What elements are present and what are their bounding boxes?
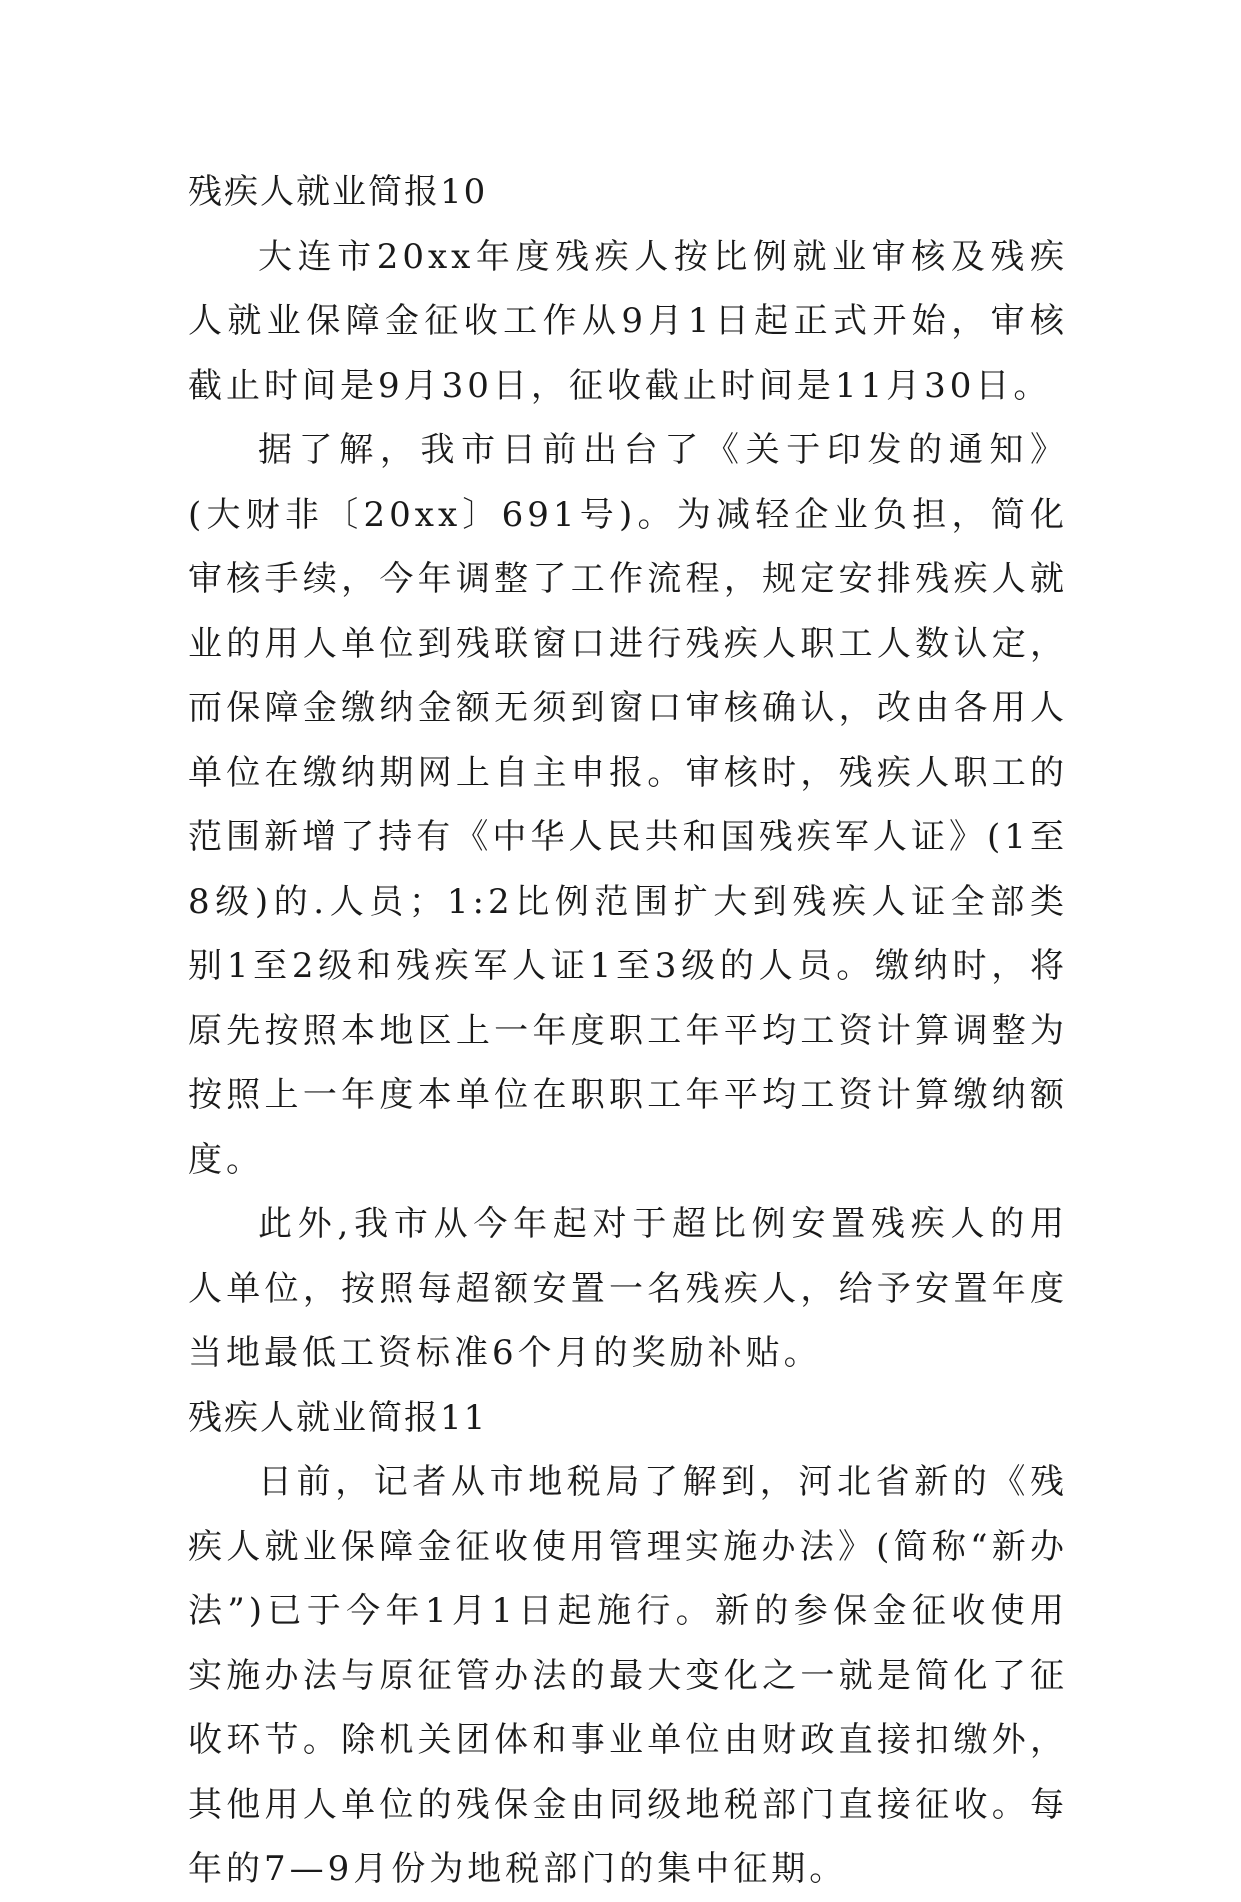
section-10 [188,160,1068,1386]
paragraph: 日前，记者从市地税局了解到，河北省新的《残疾人就业保障金征收使用管理实施办法》(简称“新办法”)已于今年1月1日起施行。新的参保金征收使用实施办法与原征管办法的最大变化之一就是简化了征收环节。除机关团体和事业单位由财政直接扣缴外，其他用人单位的残保金由同级地税部门直接征收。每年的7—9月份为地税部门的集中征期。 [188,1462,1068,1889]
document-body [188,160,1068,1902]
paragraph: 据了解，我市日前出台了《关于印发的通知》(大财非〔20xx〕691号)。为减轻企业负担，简化审核手续，今年调整了工作流程，规定安排残疾人就业的用人单位到残联窗口进行残疾人职工人数认定，而保障金缴纳金额无须到窗口审核确认，改由各用人单位在缴纳期网上自主申报。审核时，残疾人职工的范围新增了持有《中华人民共和国残疾军人证》(1至8级)的.人员；1:2比例范围扩大到残疾人证全部类别1至2级和残疾军人证1至3级的人员。缴纳时，将原先按照本地区上一年度职工年平均工资计算调整为按照上一年度本单位在职职工年平均工资计算缴纳额度。 [188,430,1068,1180]
section-title: 残疾人就业简报10 [188,172,488,212]
paragraph: 大连市20xx年度残疾人按比例就业审核及残疾人就业保障金征收工作从9月1日起正式开始，审核截止时间是9月30日，征收截止时间是11月30日。 [188,236,1068,406]
section-11 [188,1386,1068,1902]
section-title: 残疾人就业简报11 [188,1397,488,1438]
paragraph: 此外,我市从今年起对于超比例安置残疾人的用人单位，按照每超额安置一名残疾人，给予安置年度当地最低工资标准6个月的奖励补贴。 [188,1204,1068,1373]
